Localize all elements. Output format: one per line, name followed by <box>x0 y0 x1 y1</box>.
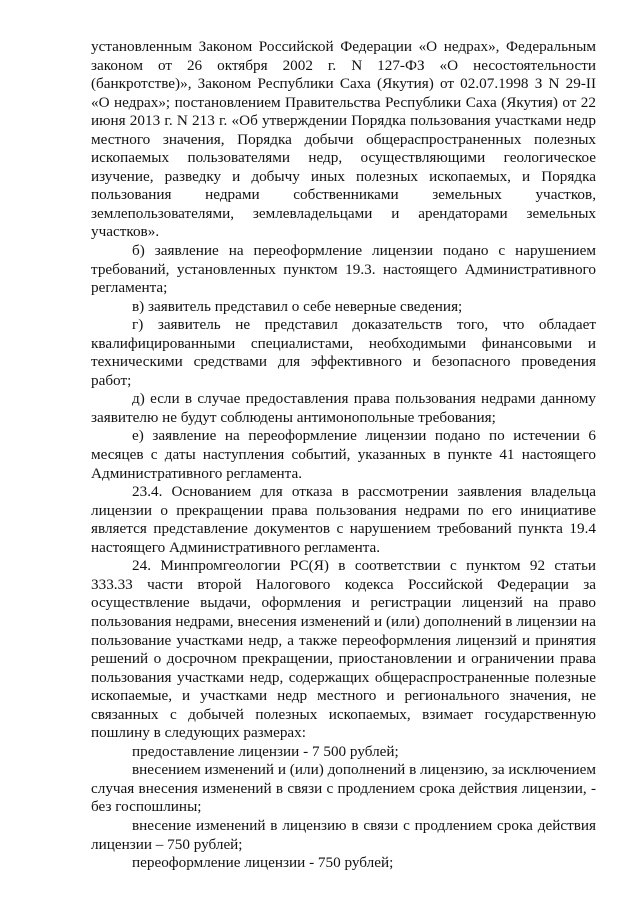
paragraph-law-references: установленным Законом Российской Федерации «О недрах», Федеральным законом от 26 октября 2002 г. N 127-ФЗ «О несостоятельности (банкротстве)», Законом Республики Саха (Якутия) от 02.07.1998 З N 29-II «О недрах»; постановлением Правительства Республики Саха (Якутия) от 22 июня 2013 г. N 213 г. «Об утверждении Порядка пользования участками недр местного значения, Порядка добычи общераспространенных полезных ископаемых пользователями недр, осуществляющими геологическое изучение, разведку и добычу иных полезных ископаемых, и Порядка пользования недрами собственниками земельных участков, землепользователями, землевладельцами и арендаторами земельных участков». <box>91 38 596 241</box>
fee-item-amendments: внесением изменений и (или) дополнений в лицензию, за исключением случая внесения изменений в связи с продлением срока действия лицензии, - без госпошлины; <box>91 761 596 816</box>
fee-item-reissue: переоформление лицензии - 750 рублей; <box>132 854 394 872</box>
paragraph-item-v: в) заявитель представил о себе неверные сведения; <box>132 297 463 315</box>
paragraph-item-d: д) если в случае предоставления права пользования недрами данному заявителю не будут соблюдены антимонопольные требования; <box>91 390 596 426</box>
paragraph-item-g: г) заявитель не представил доказательств того, что обладает квалифицированными специалистами, необходимыми финансовыми и техническими средствами для эффективного и безопасного проведения работ; <box>91 316 596 389</box>
paragraph-23-4: 23.4. Основанием для отказа в рассмотрении заявления владельца лицензии о прекращении права пользования недрами по его инициативе является представление документов с нарушением требований пункта 19.4 настоящего Административного регламента. <box>91 483 596 556</box>
paragraph-24: 24. Минпромгеологии РС(Я) в соответствии с пунктом 92 статьи 333.33 части второй Налогового кодекса Российской Федерации за осуществление выдачи, оформления и регистрации лицензий на право пользования недрами, внесения изменений и (или) дополнений в лицензии на пользование участками недр, а также переоформления лицензий и принятия решений о досрочном прекращении, приостановлении и ограничении права пользования участками недр, содержащих общераспространенные полезные ископаемые, и участками недр местного и регионального значения, не связанных с добычей полезных ископаемых, взимает государственную пошлину в следующих размерах: <box>91 557 596 742</box>
paragraph-item-e: е) заявление на переоформление лицензии подано по истечении 6 месяцев с даты наступления событий, указанных в пункте 41 настоящего Административного регламента. <box>91 427 596 482</box>
paragraph-item-b: б) заявление на переоформление лицензии подано с нарушением требований, установленных пунктом 19.3. настоящего Административного регламента; <box>91 242 596 297</box>
document-page <box>91 38 596 873</box>
fee-item-extension: внесение изменений в лицензию в связи с продлением срока действия лицензии – 750 рублей; <box>91 816 596 853</box>
fee-item-license-grant: предоставление лицензии - 7 500 рублей; <box>132 742 399 760</box>
